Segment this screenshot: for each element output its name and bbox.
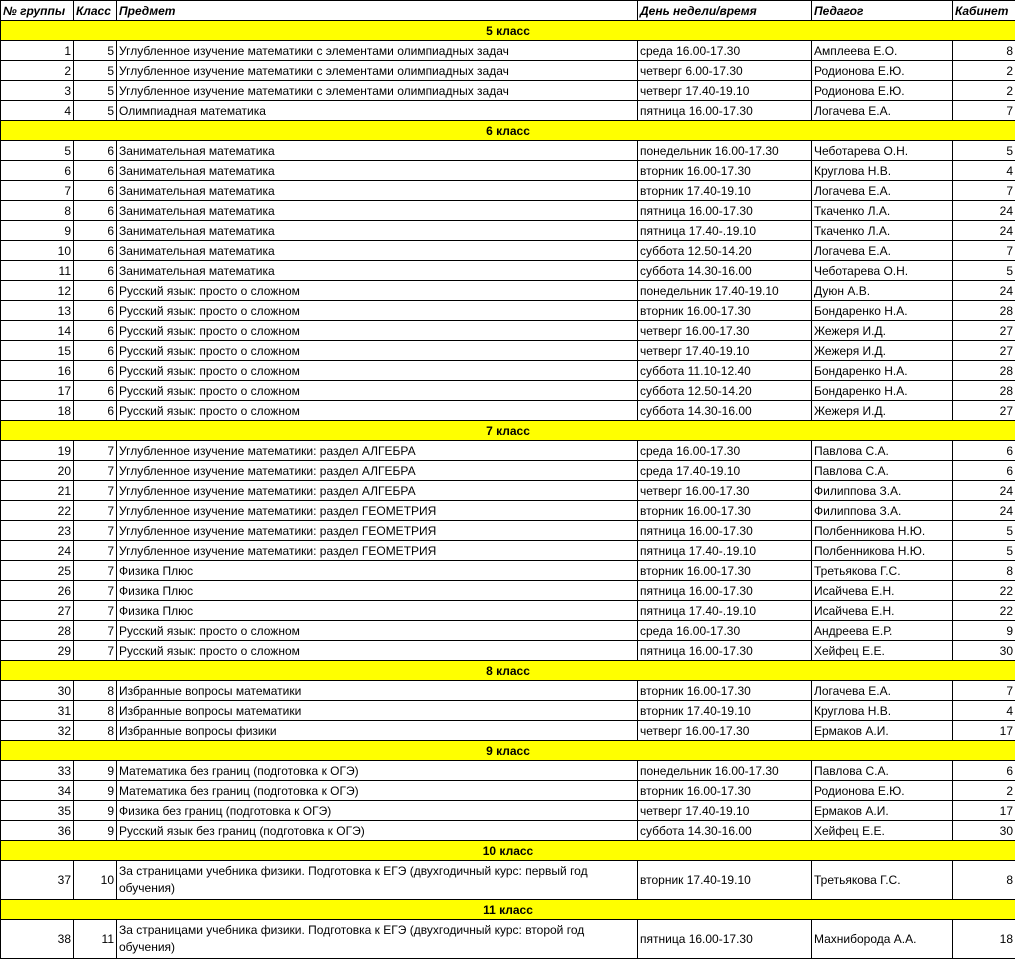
- cell-group-no: 9: [1, 221, 74, 241]
- cell-teacher: Жежеря И.Д.: [812, 341, 953, 361]
- cell-group-no: 28: [1, 621, 74, 641]
- cell-day-time: четверг 6.00-17.30: [638, 61, 812, 81]
- cell-group-no: 20: [1, 461, 74, 481]
- cell-group-no: 1: [1, 41, 74, 61]
- cell-day-time: вторник 17.40-19.10: [638, 181, 812, 201]
- cell-grade: 11: [74, 920, 117, 959]
- section-row: [1, 741, 1015, 761]
- cell-grade: 7: [74, 581, 117, 601]
- header-teacher: Педагог: [812, 1, 953, 21]
- cell-day-time: пятница 16.00-17.30: [638, 201, 812, 221]
- section-row: [1, 21, 1015, 41]
- cell-group-no: 38: [1, 920, 74, 959]
- cell-grade: 6: [74, 361, 117, 381]
- cell-subject: Русский язык: просто о сложном: [117, 381, 638, 401]
- table-row: [1, 441, 1015, 461]
- cell-day-time: суббота 12.50-14.20: [638, 381, 812, 401]
- cell-day-time: четверг 17.40-19.10: [638, 341, 812, 361]
- cell-grade: 6: [74, 341, 117, 361]
- cell-subject: Русский язык: просто о сложном: [117, 321, 638, 341]
- table-row: [1, 221, 1015, 241]
- cell-day-time: понедельник 16.00-17.30: [638, 141, 812, 161]
- cell-subject: Углубленное изучение математики: раздел АЛГЕБРА: [117, 461, 638, 481]
- cell-group-no: 35: [1, 801, 74, 821]
- cell-grade: 6: [74, 201, 117, 221]
- table-row: [1, 601, 1015, 621]
- cell-grade: 6: [74, 381, 117, 401]
- cell-subject: Избранные вопросы физики: [117, 721, 638, 741]
- cell-day-time: вторник 16.00-17.30: [638, 501, 812, 521]
- cell-teacher: Андреева Е.Р.: [812, 621, 953, 641]
- cell-room: 5: [953, 141, 1015, 161]
- header-day-time: День недели/время: [638, 1, 812, 21]
- section-row: [1, 421, 1015, 441]
- cell-grade: 7: [74, 441, 117, 461]
- table-row: [1, 701, 1015, 721]
- table-row: [1, 201, 1015, 221]
- table-row: [1, 101, 1015, 121]
- cell-group-no: 18: [1, 401, 74, 421]
- cell-subject: Математика без границ (подготовка к ОГЭ): [117, 781, 638, 801]
- cell-group-no: 13: [1, 301, 74, 321]
- cell-subject: Русский язык: просто о сложном: [117, 341, 638, 361]
- cell-room: 5: [953, 521, 1015, 541]
- cell-teacher: Павлова С.А.: [812, 441, 953, 461]
- table-row: [1, 41, 1015, 61]
- cell-group-no: 36: [1, 821, 74, 841]
- schedule-body: [1, 21, 1015, 959]
- cell-grade: 7: [74, 601, 117, 621]
- cell-room: 28: [953, 361, 1015, 381]
- cell-day-time: суббота 12.50-14.20: [638, 241, 812, 261]
- cell-subject: За страницами учебника физики. Подготовка к ЕГЭ (двухгодичный курс: первый год обучения): [117, 861, 638, 900]
- cell-room: 9: [953, 621, 1015, 641]
- cell-teacher: Чеботарева О.Н.: [812, 141, 953, 161]
- cell-group-no: 16: [1, 361, 74, 381]
- cell-grade: 6: [74, 321, 117, 341]
- header-subject: Предмет: [117, 1, 638, 21]
- cell-room: 8: [953, 41, 1015, 61]
- table-row: [1, 481, 1015, 501]
- cell-group-no: 2: [1, 61, 74, 81]
- cell-subject: Физика без границ (подготовка к ОГЭ): [117, 801, 638, 821]
- cell-subject: Физика Плюс: [117, 581, 638, 601]
- table-row: [1, 521, 1015, 541]
- cell-teacher: Павлова С.А.: [812, 761, 953, 781]
- cell-day-time: понедельник 17.40-19.10: [638, 281, 812, 301]
- table-row: [1, 821, 1015, 841]
- cell-teacher: Исайчева Е.Н.: [812, 581, 953, 601]
- cell-day-time: пятница 16.00-17.30: [638, 581, 812, 601]
- cell-teacher: Исайчева Е.Н.: [812, 601, 953, 621]
- cell-subject: Русский язык: просто о сложном: [117, 281, 638, 301]
- cell-group-no: 33: [1, 761, 74, 781]
- table-row: [1, 641, 1015, 661]
- cell-subject: Физика Плюс: [117, 561, 638, 581]
- header-grade: Класс: [74, 1, 117, 21]
- table-row: [1, 361, 1015, 381]
- cell-grade: 6: [74, 301, 117, 321]
- cell-teacher: Бондаренко Н.А.: [812, 361, 953, 381]
- cell-group-no: 29: [1, 641, 74, 661]
- cell-grade: 7: [74, 521, 117, 541]
- cell-day-time: пятница 16.00-17.30: [638, 521, 812, 541]
- table-row: [1, 721, 1015, 741]
- cell-teacher: Жежеря И.Д.: [812, 401, 953, 421]
- cell-room: 8: [953, 561, 1015, 581]
- cell-grade: 7: [74, 641, 117, 661]
- table-row: [1, 261, 1015, 281]
- cell-room: 30: [953, 821, 1015, 841]
- cell-day-time: суббота 14.30-16.00: [638, 401, 812, 421]
- cell-room: 17: [953, 801, 1015, 821]
- cell-teacher: Ермаков А.И.: [812, 721, 953, 741]
- table-row: [1, 621, 1015, 641]
- table-row: [1, 241, 1015, 261]
- cell-teacher: Филиппова З.А.: [812, 481, 953, 501]
- cell-teacher: Ткаченко Л.А.: [812, 201, 953, 221]
- cell-subject: Избранные вопросы математики: [117, 681, 638, 701]
- header-room: Кабинет: [953, 1, 1015, 21]
- cell-subject: Занимательная математика: [117, 201, 638, 221]
- table-row: [1, 81, 1015, 101]
- cell-teacher: Логачева Е.А.: [812, 241, 953, 261]
- cell-subject: Математика без границ (подготовка к ОГЭ): [117, 761, 638, 781]
- cell-subject: Русский язык: просто о сложном: [117, 621, 638, 641]
- cell-group-no: 12: [1, 281, 74, 301]
- table-row: [1, 141, 1015, 161]
- section-title: 11 класс: [1, 900, 1015, 920]
- table-row: [1, 321, 1015, 341]
- cell-group-no: 22: [1, 501, 74, 521]
- cell-room: 22: [953, 581, 1015, 601]
- cell-teacher: Амплеева Е.О.: [812, 41, 953, 61]
- cell-room: 28: [953, 381, 1015, 401]
- cell-room: 2: [953, 81, 1015, 101]
- cell-teacher: Махнибородa А.А.: [812, 920, 953, 959]
- cell-room: 6: [953, 441, 1015, 461]
- cell-teacher: Хейфец Е.Е.: [812, 641, 953, 661]
- cell-group-no: 11: [1, 261, 74, 281]
- cell-teacher: Третьякова Г.С.: [812, 561, 953, 581]
- cell-grade: 7: [74, 501, 117, 521]
- cell-room: 24: [953, 481, 1015, 501]
- cell-grade: 7: [74, 541, 117, 561]
- cell-subject: Углубленное изучение математики с элементами олимпиадных задач: [117, 61, 638, 81]
- cell-grade: 6: [74, 141, 117, 161]
- table-row: [1, 181, 1015, 201]
- cell-grade: 9: [74, 761, 117, 781]
- cell-day-time: вторник 17.40-19.10: [638, 701, 812, 721]
- section-row: [1, 661, 1015, 681]
- cell-day-time: четверг 16.00-17.30: [638, 481, 812, 501]
- cell-day-time: понедельник 16.00-17.30: [638, 761, 812, 781]
- cell-teacher: Чеботарева О.Н.: [812, 261, 953, 281]
- cell-day-time: среда 16.00-17.30: [638, 41, 812, 61]
- cell-day-time: среда 16.00-17.30: [638, 621, 812, 641]
- cell-subject: Занимательная математика: [117, 161, 638, 181]
- table-row: [1, 301, 1015, 321]
- cell-teacher: Бондаренко Н.А.: [812, 301, 953, 321]
- cell-day-time: вторник 16.00-17.30: [638, 301, 812, 321]
- cell-room: 24: [953, 281, 1015, 301]
- cell-day-time: вторник 16.00-17.30: [638, 781, 812, 801]
- cell-grade: 8: [74, 681, 117, 701]
- cell-teacher: Полбенникова Н.Ю.: [812, 541, 953, 561]
- section-row: [1, 121, 1015, 141]
- cell-teacher: Бондаренко Н.А.: [812, 381, 953, 401]
- cell-day-time: пятница 16.00-17.30: [638, 641, 812, 661]
- cell-day-time: суббота 11.10-12.40: [638, 361, 812, 381]
- cell-day-time: четверг 16.00-17.30: [638, 321, 812, 341]
- cell-room: 27: [953, 321, 1015, 341]
- cell-subject: Углубленное изучение математики: раздел АЛГЕБРА: [117, 441, 638, 461]
- cell-group-no: 10: [1, 241, 74, 261]
- table-row: [1, 461, 1015, 481]
- cell-grade: 8: [74, 701, 117, 721]
- header-row: [1, 1, 1015, 21]
- cell-teacher: Дуюн А.В.: [812, 281, 953, 301]
- cell-subject: Русский язык без границ (подготовка к ОГЭ): [117, 821, 638, 841]
- cell-grade: 6: [74, 401, 117, 421]
- cell-room: 17: [953, 721, 1015, 741]
- cell-group-no: 8: [1, 201, 74, 221]
- cell-teacher: Ермаков А.И.: [812, 801, 953, 821]
- cell-room: 24: [953, 201, 1015, 221]
- cell-subject: Русский язык: просто о сложном: [117, 301, 638, 321]
- cell-room: 4: [953, 161, 1015, 181]
- table-row: [1, 761, 1015, 781]
- cell-group-no: 24: [1, 541, 74, 561]
- cell-grade: 6: [74, 281, 117, 301]
- cell-grade: 7: [74, 461, 117, 481]
- cell-day-time: пятница 16.00-17.30: [638, 920, 812, 959]
- cell-grade: 9: [74, 821, 117, 841]
- cell-grade: 10: [74, 861, 117, 900]
- section-title: 6 класс: [1, 121, 1015, 141]
- cell-subject: За страницами учебника физики. Подготовка к ЕГЭ (двухгодичный курс: второй год обучения): [117, 920, 638, 959]
- cell-day-time: пятница 17.40-.19.10: [638, 221, 812, 241]
- cell-room: 18: [953, 920, 1015, 959]
- cell-teacher: Логачева Е.А.: [812, 681, 953, 701]
- cell-room: 7: [953, 681, 1015, 701]
- cell-room: 4: [953, 701, 1015, 721]
- section-row: [1, 841, 1015, 861]
- cell-day-time: среда 17.40-19.10: [638, 461, 812, 481]
- section-title: 5 класс: [1, 21, 1015, 41]
- cell-teacher: Круглова Н.В.: [812, 161, 953, 181]
- cell-subject: Русский язык: просто о сложном: [117, 641, 638, 661]
- cell-room: 7: [953, 181, 1015, 201]
- cell-group-no: 25: [1, 561, 74, 581]
- cell-group-no: 21: [1, 481, 74, 501]
- cell-subject: Занимательная математика: [117, 261, 638, 281]
- cell-grade: 6: [74, 241, 117, 261]
- cell-day-time: пятница 16.00-17.30: [638, 101, 812, 121]
- cell-day-time: вторник 16.00-17.30: [638, 561, 812, 581]
- cell-day-time: суббота 14.30-16.00: [638, 821, 812, 841]
- cell-subject: Углубленное изучение математики с элементами олимпиадных задач: [117, 81, 638, 101]
- cell-group-no: 31: [1, 701, 74, 721]
- cell-group-no: 5: [1, 141, 74, 161]
- cell-day-time: вторник 16.00-17.30: [638, 681, 812, 701]
- cell-room: 8: [953, 861, 1015, 900]
- cell-subject: Углубленное изучение математики с элементами олимпиадных задач: [117, 41, 638, 61]
- table-row: [1, 541, 1015, 561]
- cell-grade: 9: [74, 801, 117, 821]
- cell-room: 27: [953, 401, 1015, 421]
- cell-teacher: Хейфец Е.Е.: [812, 821, 953, 841]
- cell-group-no: 26: [1, 581, 74, 601]
- cell-grade: 6: [74, 261, 117, 281]
- cell-subject: Занимательная математика: [117, 181, 638, 201]
- table-row: [1, 61, 1015, 81]
- cell-room: 24: [953, 501, 1015, 521]
- table-row: [1, 341, 1015, 361]
- table-row: [1, 561, 1015, 581]
- cell-day-time: пятница 17.40-.19.10: [638, 601, 812, 621]
- cell-subject: Олимпиадная математика: [117, 101, 638, 121]
- cell-room: 5: [953, 541, 1015, 561]
- cell-group-no: 30: [1, 681, 74, 701]
- cell-room: 28: [953, 301, 1015, 321]
- cell-subject: Русский язык: просто о сложном: [117, 361, 638, 381]
- cell-grade: 8: [74, 721, 117, 741]
- cell-teacher: Логачева Е.А.: [812, 181, 953, 201]
- cell-teacher: Полбенникова Н.Ю.: [812, 521, 953, 541]
- cell-teacher: Родионова Е.Ю.: [812, 61, 953, 81]
- cell-teacher: Жежеря И.Д.: [812, 321, 953, 341]
- cell-day-time: пятница 17.40-.19.10: [638, 541, 812, 561]
- cell-teacher: Логачева Е.А.: [812, 101, 953, 121]
- section-title: 10 класс: [1, 841, 1015, 861]
- cell-group-no: 17: [1, 381, 74, 401]
- cell-grade: 5: [74, 81, 117, 101]
- table-row: [1, 920, 1015, 959]
- cell-subject: Избранные вопросы математики: [117, 701, 638, 721]
- cell-subject: Углубленное изучение математики: раздел ГЕОМЕТРИЯ: [117, 501, 638, 521]
- cell-grade: 7: [74, 561, 117, 581]
- cell-grade: 6: [74, 181, 117, 201]
- cell-group-no: 23: [1, 521, 74, 541]
- cell-group-no: 4: [1, 101, 74, 121]
- cell-teacher: Филиппова З.А.: [812, 501, 953, 521]
- cell-subject: Занимательная математика: [117, 241, 638, 261]
- cell-grade: 6: [74, 161, 117, 181]
- table-row: [1, 861, 1015, 900]
- cell-room: 2: [953, 61, 1015, 81]
- cell-subject: Углубленное изучение математики: раздел ГЕОМЕТРИЯ: [117, 521, 638, 541]
- cell-group-no: 7: [1, 181, 74, 201]
- cell-group-no: 37: [1, 861, 74, 900]
- cell-subject: Углубленное изучение математики: раздел АЛГЕБРА: [117, 481, 638, 501]
- cell-room: 5: [953, 261, 1015, 281]
- cell-room: 30: [953, 641, 1015, 661]
- cell-day-time: четверг 17.40-19.10: [638, 801, 812, 821]
- table-row: [1, 681, 1015, 701]
- table-row: [1, 161, 1015, 181]
- cell-subject: Углубленное изучение математики: раздел ГЕОМЕТРИЯ: [117, 541, 638, 561]
- cell-teacher: Третьякова Г.С.: [812, 861, 953, 900]
- cell-day-time: среда 16.00-17.30: [638, 441, 812, 461]
- cell-teacher: Ткаченко Л.А.: [812, 221, 953, 241]
- cell-grade: 5: [74, 101, 117, 121]
- cell-subject: Занимательная математика: [117, 221, 638, 241]
- cell-room: 22: [953, 601, 1015, 621]
- cell-day-time: суббота 14.30-16.00: [638, 261, 812, 281]
- cell-day-time: вторник 17.40-19.10: [638, 861, 812, 900]
- cell-group-no: 34: [1, 781, 74, 801]
- cell-grade: 6: [74, 221, 117, 241]
- cell-group-no: 27: [1, 601, 74, 621]
- cell-grade: 7: [74, 621, 117, 641]
- table-row: [1, 401, 1015, 421]
- cell-day-time: четверг 16.00-17.30: [638, 721, 812, 741]
- cell-day-time: четверг 17.40-19.10: [638, 81, 812, 101]
- table-row: [1, 581, 1015, 601]
- cell-grade: 9: [74, 781, 117, 801]
- cell-group-no: 32: [1, 721, 74, 741]
- cell-room: 6: [953, 461, 1015, 481]
- section-row: [1, 900, 1015, 920]
- section-title: 7 класс: [1, 421, 1015, 441]
- cell-teacher: Родионова Е.Ю.: [812, 781, 953, 801]
- cell-subject: Физика Плюс: [117, 601, 638, 621]
- cell-room: 6: [953, 761, 1015, 781]
- cell-group-no: 15: [1, 341, 74, 361]
- cell-group-no: 19: [1, 441, 74, 461]
- cell-group-no: 14: [1, 321, 74, 341]
- cell-room: 7: [953, 101, 1015, 121]
- cell-teacher: Круглова Н.В.: [812, 701, 953, 721]
- cell-group-no: 6: [1, 161, 74, 181]
- cell-grade: 5: [74, 41, 117, 61]
- cell-subject: Занимательная математика: [117, 141, 638, 161]
- cell-room: 7: [953, 241, 1015, 261]
- cell-room: 24: [953, 221, 1015, 241]
- cell-grade: 5: [74, 61, 117, 81]
- table-row: [1, 281, 1015, 301]
- cell-grade: 7: [74, 481, 117, 501]
- cell-room: 2: [953, 781, 1015, 801]
- cell-teacher: Родионова Е.Ю.: [812, 81, 953, 101]
- cell-day-time: вторник 16.00-17.30: [638, 161, 812, 181]
- section-title: 9 класс: [1, 741, 1015, 761]
- cell-group-no: 3: [1, 81, 74, 101]
- table-row: [1, 801, 1015, 821]
- section-title: 8 класс: [1, 661, 1015, 681]
- table-row: [1, 781, 1015, 801]
- cell-subject: Русский язык: просто о сложном: [117, 401, 638, 421]
- cell-teacher: Павлова С.А.: [812, 461, 953, 481]
- table-row: [1, 501, 1015, 521]
- table-row: [1, 381, 1015, 401]
- cell-room: 27: [953, 341, 1015, 361]
- header-group-no: № группы: [1, 1, 74, 21]
